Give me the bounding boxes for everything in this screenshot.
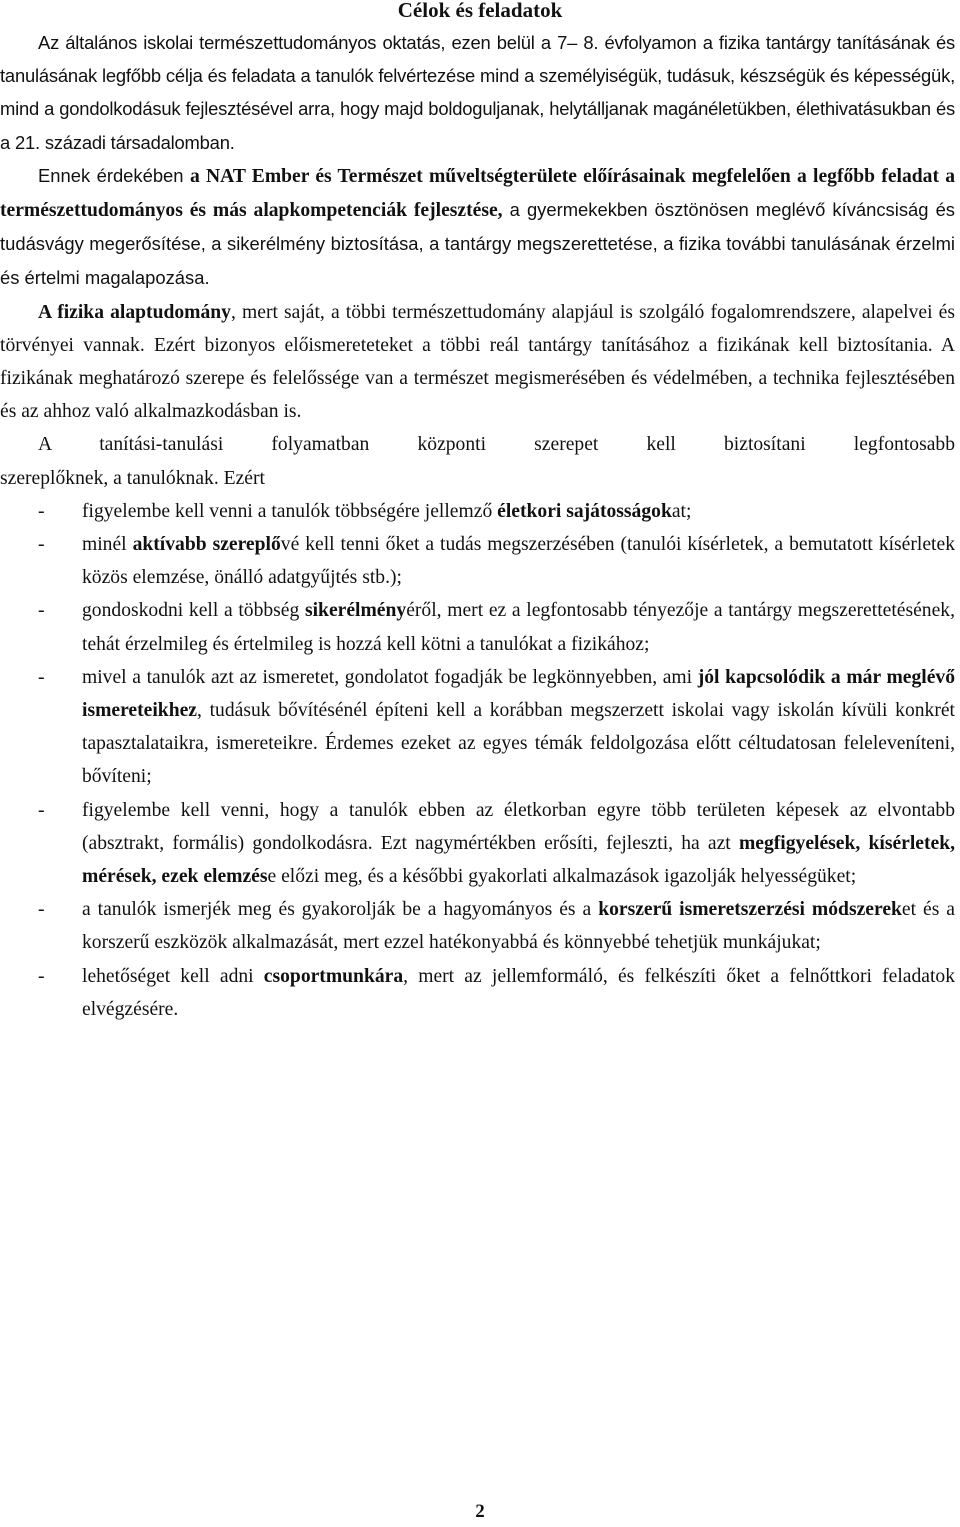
list-item-text: at; [671,500,692,522]
paragraph-nat-lead: Ennek érdekében [38,164,190,186]
list-item-text: , tudásuk bővítésénél építeni kell a korábban megszerzett iskolai vagy iskolán kívüli konkrét tapasztalataikra, ismereteikre. Érdemes ezeket az egyes témák feldolgozása előtt céltudatosan feleleveníteni, bővíteni; [82,700,955,788]
list-item [0,893,955,959]
list-item-bold: sikerélmény [304,600,407,622]
list-item-text: , mert az jellemformáló, és felkészíti őket a felnőttkori feladatok elvégzésére. [82,965,955,1020]
list-item [0,495,955,528]
dash-marker: - [38,534,45,556]
list-item-bold: korszerű ismeretszerzési módszerek [598,899,902,921]
list-item-bold: megfigyelések, kísérletek, mérések, ezek elemzés [82,832,955,888]
dash-marker: - [38,666,45,688]
paragraph-physics-bold: A fizika alaptudomány [38,301,231,323]
list-item-bold: életkori sajátosságok [497,500,672,522]
paragraph-process-line2: szereplőknek, a tanulóknak. Ezért [0,467,265,489]
dash-marker: - [38,965,45,987]
list-item-text: a tanulók ismerjék meg és gyakorolják be a hagyományos és a [82,899,599,921]
list-item-text: minél [82,534,133,556]
list-item-text: mivel a tanulók azt az ismeretet, gondolatot fogadják be legkönnyebben, ami [82,666,698,688]
list-item-text: lehetőséget kell adni [82,965,264,987]
dash-marker: - [38,500,45,522]
list-item-text: e előzi meg, és a későbbi gyakorlati alkalmazások igazolják helyességüket; [267,866,857,888]
list-item [0,661,955,794]
list-item-text: figyelembe kell venni, hogy a tanulók ebben az életkorban egyre több területen képesek az elvontabb (absztrakt, formális) gondolkodásra. Ezt nagymértékben erősíti, fejleszti, ha azt [82,799,955,854]
list-item-bold: csoportmunkára [263,965,404,987]
paragraph-physics [0,296,955,429]
list-item-text: éről, mert ez a legfontosabb tényezője a tantárgy megszerettetésének, tehát érzelmileg és értelmileg is hozzá kell kötni a tanulókat a fizikához; [82,600,955,655]
paragraph-intro: Az általános iskolai természettudományos oktatás, ezen belül a 7– 8. évfolyamon a fizika tantárgy tanításának és tanulásának legfőbb célja és feladata a tanulók felvértezése mind a személyiségük, tudásuk, készségük és képességük, mind a gondolkodásuk fejlesztésével arra, hogy majd boldoguljanak, helytálljanak magánéletükben, élethivatásukban és a 21. századi társadalomban. [0,32,955,153]
paragraph-process-line1: A tanítási-tanulási folyamatban központi szerepet kell biztosítani legfontosabb [38,434,955,456]
paragraph-physics-rest: , mert saját, a többi természettudomány alapjául is szolgáló fogalomrendszere, alapelvei és törvényei vannak. Ezért bizonyos előismereteteket a többi reál tantárgy tanításához a fizikának kell biztosítania. A fizikának meghatározó szerepe és felelőssége van a természet megismerésében és védelmében, a technika fejlesztésében és az ahhoz való alkalmazkodásban is. [0,301,955,423]
paragraph-nat-rest: a gyermekekben ösztönösen meglévő kíváncsiság és tudásvágy megerősítése, a sikerélmény biztosítása, a tantárgy megszerettetése, a fizika további tanulásának érzelmi és értelmi magalapozása. [0,199,955,289]
list-item-text: et és a korszerű eszközök alkalmazását, mert ezzel hatékonyabbá és könnyebbé tehetjük munkájukat; [82,899,955,954]
page-number: 2 [475,1501,485,1522]
list-item-text: gondoskodni kell a többség [82,600,305,622]
list-item-bold: aktívabb szereplő [132,534,281,556]
list-item-bold: jól kapcsolódik a már meglévő ismereteikhez [82,666,955,722]
body-text [0,26,955,1026]
page-title: Célok és feladatok [397,0,563,22]
list-item [0,794,955,894]
paragraph-nat-bold: a NAT Ember és Természet műveltségterülete előírásainak megfelelően a legfőbb feladat a természettudományos és más alapkompetenciák fejlesztése, [0,165,955,222]
dash-marker: - [38,600,45,622]
list-item [0,594,955,660]
list-item [0,960,955,1026]
dash-marker: - [38,799,45,821]
paragraph-nat [0,159,955,296]
dash-marker: - [38,899,45,921]
list-item [0,528,955,594]
list-item-text: vé kell tenni őket a tudás megszerzésében (tanulói kísérletek, a bemutatott kísérletek közös elemzése, önálló adatgyűjtés stb.); [82,534,955,589]
requirements-list [0,495,955,1026]
list-item-text: figyelembe kell venni a tanulók többségére jellemző [82,500,498,522]
